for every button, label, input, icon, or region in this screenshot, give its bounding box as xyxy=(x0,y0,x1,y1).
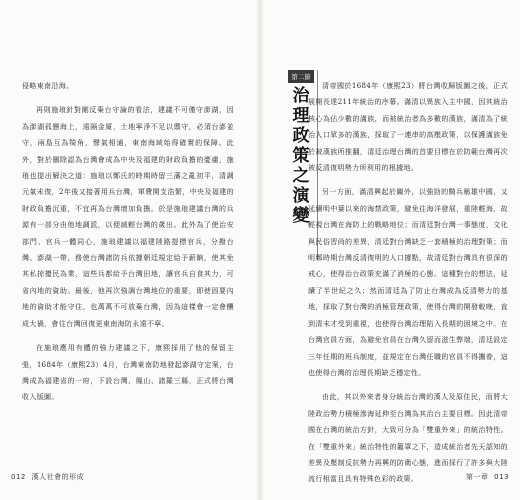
title-char: 治 xyxy=(292,86,310,106)
title-char: 政 xyxy=(292,126,310,146)
title-char: 之 xyxy=(292,166,310,186)
right-paragraph-3: 由此，其以外來者身分統治台灣的漢人及原住民，而將大陸政治勢力積極滲海延伸至台灣為其治台主要目標。因此清帝國在台灣的統治方針，大致可分為「雙重外來」的統治特性。在「雙重外來」統治特性的籠罩之下，造成統治者先天認知的差異及壓制反抗勢力再興的防衛心態，進而採行了許多與大陸流行相當且具有特殊色彩的政策。 xyxy=(308,393,508,484)
section-tag: 第二節 xyxy=(288,70,314,83)
right-page-number: 013 xyxy=(494,473,509,481)
left-paragraph-3: 在施琅應用有體的強力建議之下，康熙採用了他的保留主張，1684年（康熙23）4月，台灣東南防地發起澎湖守定案，台灣成為福建省的一府，下設台灣、鳳山、諸羅三縣，正式將台灣收入版圖。 xyxy=(22,344,234,402)
right-running-title: 第一章 xyxy=(465,473,489,481)
left-paragraph-1: 侵略東南沿海。 xyxy=(22,82,74,90)
right-page xyxy=(262,0,520,500)
right-paragraph-1: 清帝國於1684年（康熙23）將台灣收歸版圖之後，正式展開長達211年統治的序幕。滿清以異族入主中國，因其統治核心為佔少數的滿族，而被統治者為多數的漢族，滿清為了統治人口眾多的漢族，採取了一連串的高壓政策，以保護滿族免於被漢族所推翻，清廷治理台灣的首要目標在於防範台灣再次被反清復明勢力所利用的根據地。 xyxy=(308,82,508,173)
title-char: 變 xyxy=(292,206,310,226)
left-page xyxy=(0,0,258,500)
title-char: 演 xyxy=(292,186,310,206)
left-paragraph-2: 再則施琅針對剛反棄台守論的看法，建議不可僅守澎湖，因為澎湖孤懸海上，遠隔金廈，土地寧淨不足以禦守，必須台澎並守，兩島互為犄角，聲氣相通，東南海域始得確實的保障。此外，對於刪除認為台灣會成為中央及福建的財政負擔的憂慮，施琅也提出解決之道：施琅以鄭氏的時期時留三藩之亂初平，清調元氣未復，2年後又接著用兵台灣，軍費開支浩繁，中央及福建的財政負擔沉重，不宜再為台灣增加負擔。於是施琅建議台灣的兵源有一部分由他地調派，以便減輕台灣的歲出。此外為了使治安部門、官兵一體同心，施琅建議以福建陸路提標官兵，分撥台灣、澎湖一帶，務使台灣諸防兵依據朝廷規定給予薪餉，使其免其私掠擾民為業，這些兵都給予台灣田地，讓官兵自食其力，可省內地的資助。最後，他再次強調台灣地位的重要，即使固要內地的資助才能守住，也萬萬不可放棄台灣，因為這樣會一定會釀成大禍，會往台灣回復更東南海防永遠不寧。 xyxy=(22,106,234,328)
title-char: 理 xyxy=(292,106,310,126)
right-folio xyxy=(466,472,512,482)
left-page-number: 012 xyxy=(11,473,26,481)
left-folio xyxy=(8,472,84,482)
title-char: 策 xyxy=(292,146,310,166)
right-paragraph-2: 另一方面，滿清興起於關外，以強勁的騎兵稱雄中國，又延續明中葉以來的海禁政策，避免往海洋發展，重陸輕海，故輕視台灣在海防上的戰略地位；而清廷對台灣一事態度，文化與民俗習尚的差異，清廷對台灣缺乏一套積極的治理對策；而明鄭時期台灣反清復明的人口據點，故清廷對台灣具有很深的戒心，使得治台政策充滿了消極的心態。這種對台的想法，延續了半世紀之久；然而清廷為了防止台灣成為反清勢力的基地，採取了對台灣的消極管理政策，使得台灣的開發較晚，直到清末才受到重視，也使得台灣治理陷入長期的困境之中。在台灣官員方面，為避免官員在台灣久留而滋生弊端，清廷設定三年任期的班兵制度，並規定在台灣任職的官員不得攜眷，這也使得台灣的治理長期缺乏穩定性。 xyxy=(308,188,508,377)
right-body-text xyxy=(308,78,508,496)
left-body-text xyxy=(22,78,234,414)
left-running-title: 漢人社會的形成 xyxy=(31,473,85,481)
